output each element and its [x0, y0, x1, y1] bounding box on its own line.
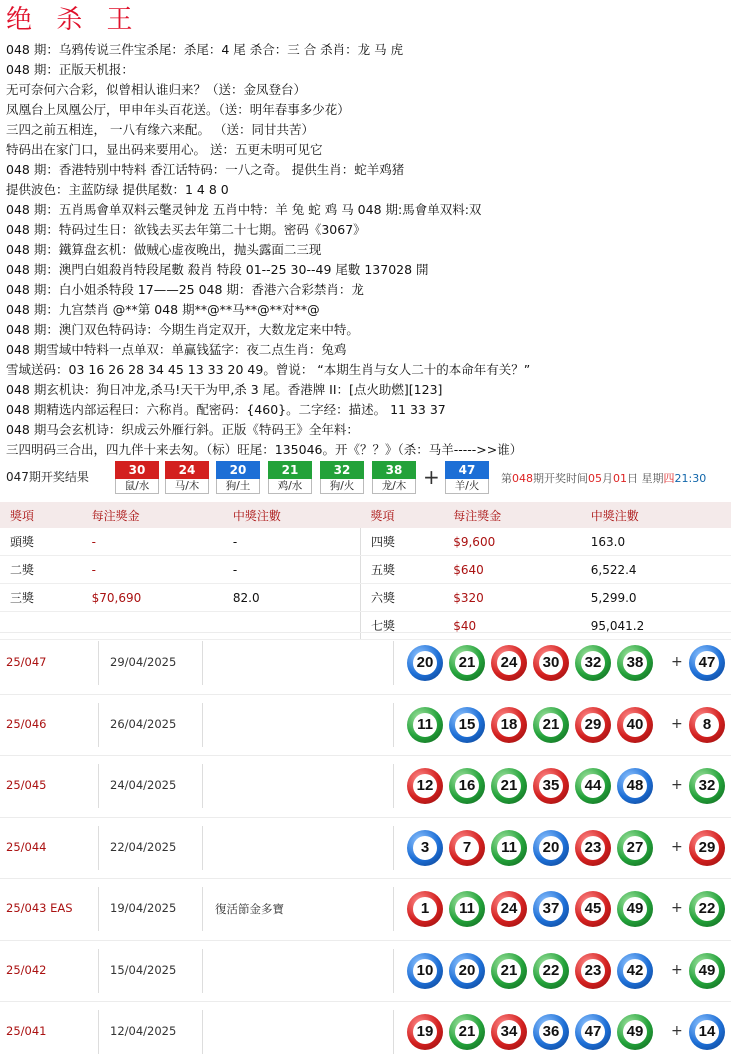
draw-number: 38 — [372, 461, 416, 479]
prediction-line: 048 期：九宫禁肖 @**第 048 期**@**马**@**对**@ — [6, 302, 320, 317]
draw-number: 30 — [115, 461, 159, 479]
prediction-text-list — [6, 40, 728, 460]
plus-sign: + — [671, 777, 683, 793]
lottery-ball: 49 — [617, 1014, 653, 1050]
plus-sign: + — [671, 654, 683, 670]
draw-number-chip — [320, 461, 364, 495]
prize-cell: $70,690 — [82, 584, 223, 612]
history-row[interactable] — [0, 940, 731, 1002]
draw-number: 20 — [216, 461, 260, 479]
plus-sign: + — [423, 465, 440, 489]
plus-sign: + — [671, 900, 683, 916]
draw-number: 24 — [165, 461, 209, 479]
prize-header: 每注獎金 — [443, 502, 581, 528]
prize-cell: 四獎 — [360, 528, 443, 556]
prediction-line: 048 期马会玄机诗：织成云外雁行斜。正版《特码王》全年料： — [6, 422, 359, 437]
lottery-ball: 47 — [575, 1014, 611, 1050]
lottery-ball: 27 — [617, 830, 653, 866]
lottery-ball: 23 — [575, 830, 611, 866]
prediction-line: 048 期雪域中特料一点单双：单赢钱猛字：夜二点生肖：兔鸡 — [6, 342, 347, 357]
next-draw-info: 第048期开奖时间05月01日 星期四21:30 — [501, 472, 707, 485]
prize-cell: 頭獎 — [0, 528, 82, 556]
prediction-line: 048 期：澳門白姐殺肖特段尾數 殺肖 特段 01--25 30--49 尾數 137028 開 — [6, 262, 429, 277]
prize-cell: 二獎 — [0, 556, 82, 584]
special-ball: 14 — [689, 1014, 725, 1050]
lottery-ball: 18 — [491, 707, 527, 743]
prize-cell: $9,600 — [443, 528, 581, 556]
history-issue: 25/041 — [6, 1024, 47, 1038]
special-ball: 47 — [689, 645, 725, 681]
history-issue: 25/045 — [6, 778, 47, 792]
draw-zodiac: 狗/火 — [320, 479, 364, 494]
special-number: 47 — [445, 461, 489, 479]
prize-cell: 95,041.2 — [581, 612, 731, 640]
history-note: 復活節金多寶 — [215, 902, 284, 916]
lottery-ball: 21 — [449, 1014, 485, 1050]
special-number-chip — [445, 461, 489, 495]
lottery-ball: 7 — [449, 830, 485, 866]
lottery-ball: 3 — [407, 830, 443, 866]
prize-cell: 六獎 — [360, 584, 443, 612]
draw-zodiac: 马/木 — [165, 479, 209, 494]
lottery-ball: 35 — [533, 768, 569, 804]
history-date: 15/04/2025 — [110, 962, 177, 977]
lottery-ball: 11 — [407, 707, 443, 743]
lottery-ball: 1 — [407, 891, 443, 927]
prediction-line: 048 期：鐵算盘玄机：做贼心虚夜晚出，抛头露面二三现 — [6, 242, 322, 257]
history-date: 22/04/2025 — [110, 839, 177, 854]
lottery-ball: 30 — [533, 645, 569, 681]
prize-cell: - — [82, 528, 223, 556]
lottery-ball: 45 — [575, 891, 611, 927]
prize-cell: - — [223, 556, 361, 584]
prize-cell: - — [82, 556, 223, 584]
lottery-ball: 21 — [449, 645, 485, 681]
special-ball: 8 — [689, 707, 725, 743]
draw-number-chip — [216, 461, 260, 495]
history-row[interactable] — [0, 878, 731, 940]
history-date: 19/04/2025 — [110, 901, 177, 915]
lottery-ball: 48 — [617, 768, 653, 804]
lottery-ball: 21 — [491, 768, 527, 804]
lottery-ball: 10 — [407, 953, 443, 989]
prize-cell: 82.0 — [223, 584, 361, 612]
draw-number-chip — [115, 461, 159, 495]
prediction-line: 三四之前五相连， 一八有缘六来配。 （送：同甘共苦） — [6, 122, 314, 137]
draw-number-chip — [372, 461, 416, 495]
prize-cell: $40 — [443, 612, 581, 640]
special-ball: 49 — [689, 953, 725, 989]
history-date: 26/04/2025 — [110, 716, 177, 731]
history-row[interactable] — [0, 817, 731, 879]
special-zodiac: 羊/火 — [445, 479, 489, 494]
plus-sign: + — [671, 838, 683, 855]
history-issue: 25/047 — [6, 655, 47, 669]
prediction-line: 提供波色：主蓝防绿 提供尾数：1 4 8 0 — [6, 182, 229, 197]
lottery-ball: 23 — [575, 953, 611, 989]
prize-cell: 五獎 — [360, 556, 443, 584]
lottery-ball: 19 — [407, 1014, 443, 1050]
lottery-ball: 21 — [533, 707, 569, 743]
prize-cell: $640 — [443, 556, 581, 584]
latest-draw-bar — [0, 459, 731, 497]
history-issue: 25/044 — [6, 839, 47, 854]
prize-row — [0, 528, 731, 556]
prize-cell: 163.0 — [581, 528, 731, 556]
lottery-ball: 21 — [491, 953, 527, 989]
prediction-line: 特码出在家门口，显出码来要用心。 送：五更未明可见它 — [6, 142, 323, 157]
prize-cell: - — [223, 528, 361, 556]
lottery-ball: 20 — [533, 830, 569, 866]
prize-cell: 七獎 — [360, 612, 443, 640]
prize-header: 每注獎金 — [82, 502, 223, 528]
prediction-line: 048 期：香港特别中特料 香江话特码：一八之奇。 提供生肖：蛇羊鸡猪 — [6, 162, 405, 177]
prediction-line: 无可奈何六合彩，似曾相认谁归来？（送：金凤登台） — [6, 82, 307, 97]
prize-cell: 5,299.0 — [581, 584, 731, 612]
lottery-ball: 34 — [491, 1014, 527, 1050]
lottery-ball: 24 — [491, 891, 527, 927]
draw-zodiac: 鼠/水 — [115, 479, 159, 494]
prediction-line: 048 期：正版天机报： — [6, 62, 134, 77]
draw-number: 21 — [268, 461, 312, 479]
prize-cell: 6,522.4 — [581, 556, 731, 584]
draw-number: 32 — [320, 461, 364, 479]
history-date: 24/04/2025 — [110, 778, 177, 792]
prediction-line: 048 期：五肖馬會单双料云氅灵钟龙 五肖中特：羊 兔 蛇 鸡 马 048 期:馬會单双料:双 — [6, 202, 482, 217]
draw-zodiac: 狗/土 — [216, 479, 260, 494]
plus-sign: + — [671, 961, 683, 978]
draw-number-chip — [268, 461, 312, 495]
prediction-line: 048 期：特码过生日：欲钱去买去年第二十七期。密码《3067》 — [6, 222, 366, 237]
special-ball: 22 — [689, 891, 725, 927]
prize-row — [0, 556, 731, 584]
prediction-line: 三四明码三合出，四九伴十来去匆。（标）旺尾：135046。开《？？》（杀：马羊----->>谁） — [6, 442, 523, 457]
history-issue: 25/046 — [6, 716, 47, 731]
plus-sign: + — [671, 715, 683, 732]
plus-sign: + — [671, 1023, 683, 1039]
prize-cell: $320 — [443, 584, 581, 612]
lottery-ball: 22 — [533, 953, 569, 989]
history-issue: 25/042 — [6, 962, 47, 977]
prize-cell: 三獎 — [0, 584, 82, 612]
lottery-ball: 38 — [617, 645, 653, 681]
page-title: 绝 杀 王 — [6, 5, 141, 35]
lottery-ball: 24 — [491, 645, 527, 681]
lottery-ball: 20 — [449, 953, 485, 989]
draw-label: 047期开奖结果 — [6, 470, 89, 484]
special-ball: 29 — [689, 830, 725, 866]
prize-header: 獎項 — [360, 502, 443, 528]
prediction-line: 048 期：白小姐杀特段 17——25 048 期：香港六合彩禁肖：龙 — [6, 282, 364, 297]
prize-header: 獎項 — [0, 502, 82, 528]
prize-header: 中獎注數 — [581, 502, 731, 528]
lottery-ball: 44 — [575, 768, 611, 804]
history-row[interactable] — [0, 755, 731, 817]
draw-zodiac: 鸡/水 — [268, 479, 312, 494]
lottery-ball: 16 — [449, 768, 485, 804]
prediction-line: 048 期精选内部运程曰：六称肖。配密码：{460}。二字经：描述。 11 33 37 — [6, 402, 446, 417]
lottery-ball: 42 — [617, 953, 653, 989]
lottery-ball: 49 — [617, 891, 653, 927]
lottery-ball: 20 — [407, 645, 443, 681]
prediction-line: 雪域送码：03 16 26 28 34 45 13 33 20 49。曾说： “本期生肖与女人二十的本命年有关？” — [6, 362, 531, 377]
lottery-ball: 29 — [575, 707, 611, 743]
lottery-ball: 32 — [575, 645, 611, 681]
history-date: 12/04/2025 — [110, 1024, 177, 1038]
history-date: 29/04/2025 — [110, 655, 177, 669]
lottery-ball: 11 — [449, 891, 485, 927]
lottery-ball: 40 — [617, 707, 653, 743]
lottery-ball: 36 — [533, 1014, 569, 1050]
draw-number-chip — [165, 461, 209, 495]
special-ball: 32 — [689, 768, 725, 804]
lottery-ball: 12 — [407, 768, 443, 804]
prize-row — [0, 584, 731, 612]
history-issue: 25/043 EAS — [6, 901, 73, 915]
history-row[interactable] — [0, 694, 731, 756]
prediction-line: 048 期：澳门双色特码诗：今期生肖定双开，大数龙定来中特。 — [6, 322, 359, 337]
prediction-line: 048 期玄机诀：狗日冲龙,杀马!天干为甲,杀 3 尾。香港牌 II：[点火助燃][123] — [6, 382, 443, 397]
prize-table — [0, 502, 731, 640]
history-row[interactable] — [0, 632, 731, 694]
lottery-ball: 11 — [491, 830, 527, 866]
prize-header: 中獎注數 — [223, 502, 361, 528]
draw-zodiac: 龙/木 — [372, 479, 416, 494]
history-row[interactable] — [0, 1001, 731, 1063]
lottery-ball: 15 — [449, 707, 485, 743]
prediction-line: 048 期：乌鸦传说三件宝杀尾：杀尾：4 尾 杀合：三 合 杀肖：龙 马 虎 — [6, 42, 404, 57]
prediction-line: 凤凰台上凤凰公厅，甲申年头百花送。（送：明年春事多少花） — [6, 102, 350, 117]
lottery-ball: 37 — [533, 891, 569, 927]
